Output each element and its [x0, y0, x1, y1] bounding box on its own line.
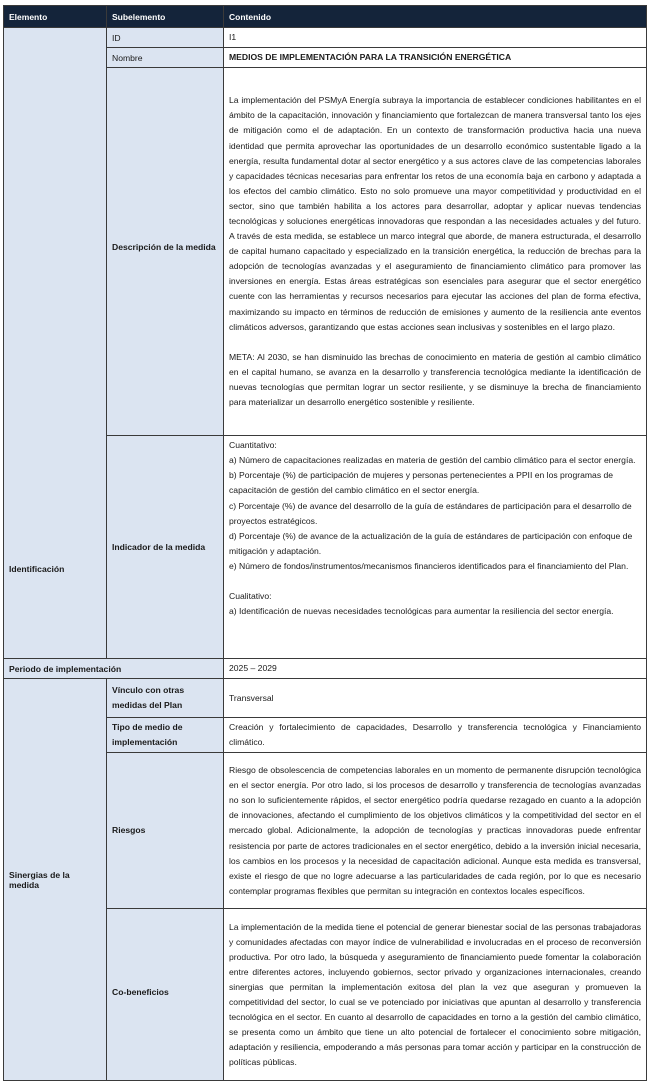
descripcion-cell [224, 68, 647, 436]
sub-id-label: ID [107, 28, 224, 48]
indicador-item: c) Porcentaje (%) de avance del desarrollo de la guía de estándares de participación para el desarrollo de proyectos estratégicos. [229, 500, 632, 526]
sub-vinculo-label: Vínculo con otras medidas del Plan [107, 679, 224, 718]
periodo-value: 2025 – 2029 [224, 659, 647, 679]
element-sinergias: Sinergias de la medida [4, 679, 107, 1081]
indicador-item: a) Identificación de nuevas necesidades tecnológicas para aumentar la resiliencia del sector energía. [229, 606, 614, 617]
cuantitativo-heading: Cuantitativo: [229, 440, 277, 451]
cobeneficios-value: La implementación de la medida tiene el potencial de generar bienestar social de las personas trabajadoras y comunidades afectadas con mayor índice de vulnerabilidad e involucradas en el proceso de reconversión productiva. Por otro lado, la búsqueda y aseguramiento de financiamiento puede fomentar la colaboración entre diferentes actores, incluyendo gobiernos, sector privado y organizaciones internacionales, creando sinergias que permitan la implementación exitosa del plan la vez que aseguran y promueven la competitividad del sector, lo cual se ve potenciado por iniciativas que apuntan al desarrollo y transferencia tecnológica en el sector. En cuanto al desarrollo de capacidades en torno a la gestión del cambio climático, se presenta como un ámbito que tiene un alto potencial de fortalecer el conocimiento sobre mitigación, adaptación y resiliencia, empoderando a más personas para tomar acción y participar en la construcción de políticas públicas. [224, 909, 647, 1081]
periodo-label: Periodo de implementación [4, 659, 224, 679]
row-vinculo [4, 679, 647, 718]
sub-descripcion-label: Descripción de la medida [107, 68, 224, 436]
indicador-item: e) Número de fondos/instrumentos/mecanismos financieros identificados para el financiamiento del Plan. [229, 560, 629, 571]
indicador-item: b) Porcentaje (%) de participación de mujeres y personas pertenecientes a PPII en los programas de capacitación de gestión del cambio climático en el sector energía. [229, 470, 614, 496]
sub-nombre-label: Nombre [107, 48, 224, 68]
cualitativo-heading: Cualitativo: [229, 591, 272, 602]
header-subelemento: Subelemento [107, 6, 224, 28]
sub-tipo-label: Tipo de medio de implementación [107, 718, 224, 753]
vinculo-value: Transversal [224, 679, 647, 718]
row-id [4, 28, 647, 48]
measure-table [3, 5, 647, 1081]
indicador-cell [224, 436, 647, 659]
descripcion-text: La implementación del PSMyA Energía subraya la importancia de establecer condiciones habilitantes en el ámbito de la capacitación, innovación y financiamiento que fortalezcan de manera transversal tanto los ejes de mitigación como el de adaptación. En un contexto de transformación productiva hacia una nueva identidad que permita aprovechar las oportunidades de un desarrollo económico sustentable ligado a la energía, resulta fundamental dotar al sector energético y a sus actores clave de las competencias laborales y capacidades técnicas necesarias para enfrentar los retos de una economía baja en carbono y adaptada a los efectos del cambio climático. Esto no solo promueve una mayor competitividad y productividad en el sector, sino que también habilita a los actores para desarrollar, adoptar y aplicar nuevas tendencias tecnológicas y soluciones energéticas innovadoras que respondan a las necesidades actuales y del futuro. A través de esta medida, se establece un marco integral que aborde, de manera estructurada, el desarrollo de capital humano capacitado y especializado en la transición energética, la reducción de brechas para la adopción de tecnologías avanzadas y el aseguramiento de financiamiento climático para promover las inversiones en energía. Estas áreas estratégicas son esenciales para asegurar que el sector energético cuente con las herramientas y recursos necesarios para ejecutar las acciones del plan de forma efectiva, maximizando su impacto en términos de reducción de emisiones y aumento de la resiliencia ante eventos climáticos adversos, garantizando que estas acciones sean inclusivas y sostenibles en el largo plazo. [229, 95, 641, 332]
element-identificacion: Identificación [4, 28, 107, 659]
indicador-item: a) Número de capacitaciones realizadas en materia de gestión del cambio climático para el sector energía. [229, 455, 636, 466]
tipo-value: Creación y fortalecimiento de capacidades, Desarrollo y transferencia tecnológica y Financiamiento climático. [224, 718, 647, 753]
header-elemento: Elemento [4, 6, 107, 28]
descripcion-meta: META: Al 2030, se han disminuido las brechas de conocimiento en materia de gestión al cambio climático en el capital humano, se avanza en la desarrollo y transferencia tecnológica mediante la identificación de nuevas tecnologías que permitan lograr un sector resiliente, y se disminuye la brecha de financiamiento para materializar un desarrollo energético sostenible y resiliente. [229, 351, 641, 408]
sub-indicador-label: Indicador de la medida [107, 436, 224, 659]
sub-cobeneficios-label: Co-beneficios [107, 909, 224, 1081]
nombre-value: MEDIOS DE IMPLEMENTACIÓN PARA LA TRANSICIÓN ENERGÉTICA [224, 48, 647, 68]
header-contenido: Contenido [224, 6, 647, 28]
row-periodo [4, 659, 647, 679]
id-value: I1 [224, 28, 647, 48]
sub-riesgos-label: Riesgos [107, 753, 224, 909]
indicador-item: d) Porcentaje (%) de avance de la actualización de la guía de estándares de participación con enfoque de mitigación y adaptación. [229, 530, 633, 556]
riesgos-value: Riesgo de obsolescencia de competencias laborales en un momento de permanente disrupción tecnológica en el sector energía. Por otro lado, si los procesos de desarrollo y transferencia de tecnologías avanzadas no son lo suficientemente rápidos, el sector energético podría quedarse rezagado en cuanto a la adopción de innovaciones, afectando el cumplimiento de los objetivos climáticos y la competitividad del sector en el mercado global. Adicionalmente, la adopción de tecnologías y practicas innovadoras puede enfrentar resistencia por parte de actores tradicionales en el sector energético, debido a la inversión inicial necesaria, los cambios en los procesos y la necesidad de capacitación adicional. Aunque esta medida es transversal, existe el riesgo de que no logre adecuarse a las particularidades de cada región, por lo que es necesario contemplar programas flexibles que permitan su integración en contextos locales específicos. [224, 753, 647, 909]
table-header-row [4, 6, 647, 28]
